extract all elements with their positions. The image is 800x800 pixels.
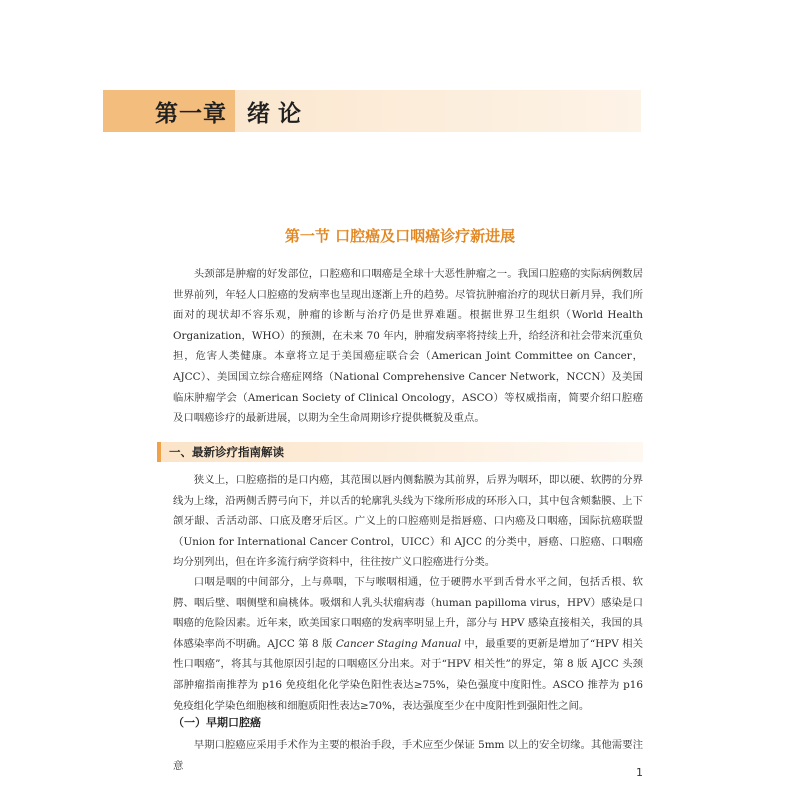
page-number: 1 xyxy=(636,766,643,779)
oropharynx-text-part1: 口咽是咽的中间部分，上与鼻咽，下与喉咽相通，位于硬腭水平到舌骨水平之间，包括舌根、软腭、咽后壁、咽侧壁和扁桃体。吸烟和人乳头状瘤病毒（human papilloma virus，HPV）感染是口咽癌的危险因素。近年来，欧美国家口咽癌的发病率明显上升，部分与 HPV 感染直接相关，我国的具体感染率尚不明确。AJCC 第 8 版 xyxy=(173,576,643,650)
heading-guidelines: 一、最新诊疗指南解读 xyxy=(157,442,643,462)
chapter-title: 绪论 xyxy=(235,90,641,132)
section-title: 第一节 口腔癌及口咽癌诊疗新进展 xyxy=(284,227,516,245)
chapter-banner xyxy=(103,90,641,132)
manual-title: Cancer Staging Manual xyxy=(335,637,461,650)
oral-cavity-paragraph xyxy=(173,470,643,573)
intro-text: 头颈部是肿瘤的好发部位，口腔癌和口咽癌是全球十大恶性肿瘤之一。我国口腔癌的实际病例数居世界前列，年轻人口腔癌的发病率也呈现出逐渐上升的趋势。尽管抗肿瘤治疗的现状日新月异，我们所面对的现状却不容乐观，肿瘤的诊断与治疗仍是世界难题。根据世界卫生组织（World Health Organization，WHO）的预测，在未来 70 年内，肿瘤发病率将持续上升，给经济和社会带来沉重负担，危害人类健康。本章将立足于美国癌症联合会（American Joint Committee on Cancer，AJCC）、美国国立综合癌症网络（National Comprehensive Cancer Network，NCCN）及美国临床肿瘤学会（American Society of Clinical Oncology，ASCO）等权威指南，简要介绍口腔癌及口咽癌诊疗的最新进展，以期为全生命周期诊疗提供概貌及重点。 xyxy=(173,268,643,425)
oral-cavity-text: 狭义上，口腔癌指的是口内癌，其范围以唇内侧黏膜为其前界，后界为咽环，即以硬、软腭的分界线为上缘，沿两侧舌腭弓向下，并以舌的轮廓乳头线为下缘所形成的环形入口，其中包含颊黏膜、上下颌牙龈、舌活动部、口底及磨牙后区。广义上的口腔癌则是指唇癌、口内癌及口咽癌，国际抗癌联盟（Union for International Cancer Control，UICC）和 AJCC 的分类中，唇癌、口腔癌、口咽癌均分别列出，但在许多流行病学资料中，往往按广义口腔癌进行分类。 xyxy=(173,474,643,569)
early-cancer-text: 早期口腔癌应采用手术作为主要的根治手段，手术应至少保证 5mm 以上的安全切缘。其他需要注意 xyxy=(173,739,643,772)
oropharynx-text xyxy=(173,572,643,716)
heading-early-oral-cancer: （一）早期口腔癌 xyxy=(173,716,261,729)
oropharynx-paragraph xyxy=(173,572,643,716)
chapter-number: 第一章 xyxy=(103,90,235,132)
early-cancer-paragraph xyxy=(173,735,643,776)
oropharynx-text-part2: 中，最重要的更新是增加了“HPV 相关性口咽癌”，将其与其他原因引起的口咽癌区分出来。对于“HPV 相关性”的界定，第 8 版 AJCC 头颈部肿瘤指南推荐为 p16 免疫组化化学染色阳性表达≥75%，染色强度中度阳性。ASCO 推荐为 p16 免疫组化学染色细胞核和细胞质阳性表达≥70%，表达强度至少在中度阳性到强阳性之间。 xyxy=(173,637,643,712)
intro-paragraph xyxy=(173,264,643,429)
